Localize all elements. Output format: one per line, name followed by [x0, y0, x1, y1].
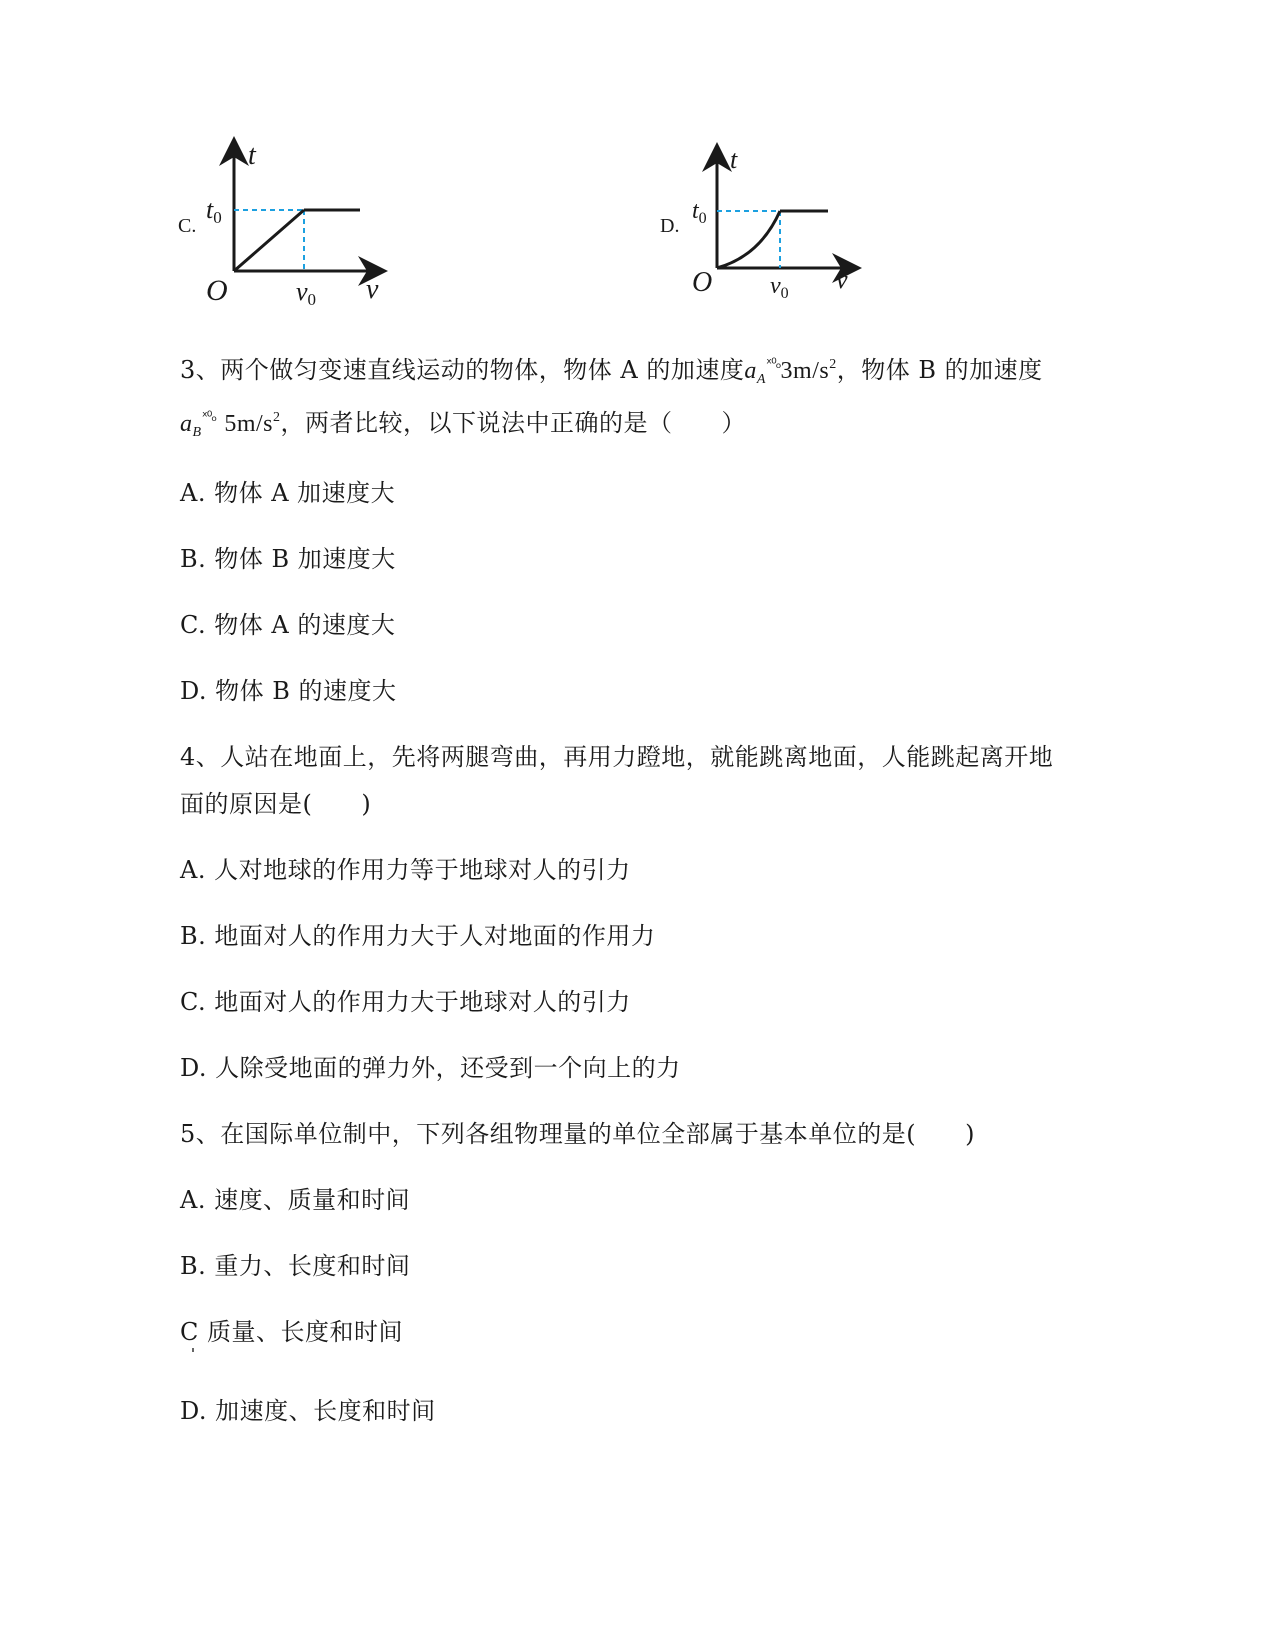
figure-c-graph-line: [234, 210, 304, 271]
question-5-option-a: A. 速度、质量和时间: [180, 1186, 411, 1214]
question-3-option-b: B. 物体 B 加速度大: [180, 545, 396, 573]
question-3-stem-tail: ，物体 B 的加速度: [836, 356, 1043, 384]
question-4-option-b: B. 地面对人的作用力大于人对地面的作用力: [180, 922, 656, 950]
question-4-stem-line-2: 面的原因是( ): [180, 790, 372, 818]
figure-c-v0-label: v0: [296, 277, 317, 309]
question-5-option-c: C 质量、长度和时间: [180, 1318, 403, 1346]
figure-c-option-label: C.: [178, 215, 197, 237]
figure-d-t-axis-label: t: [730, 145, 738, 174]
figure-c-v-axis-label: v: [366, 274, 379, 305]
acceleration-a-relation-mark: ˣ⁰ₒ: [765, 356, 781, 372]
acceleration-b-relation-mark: ˣ⁰ₒ: [201, 409, 217, 425]
question-4-option-a: A. 人对地球的作用力等于地球对人的引力: [180, 856, 631, 884]
acceleration-a-exponent: 2: [829, 357, 837, 372]
figure-d-origin-label: O: [692, 267, 713, 298]
figure-c-t-axis-label: t: [248, 140, 256, 171]
question-3-stem: 3、两个做匀变速直线运动的物体，物体 A 的加速度: [180, 356, 745, 384]
question-3-stem-end: ，两者比较，以下说法中正确的是（ ）: [280, 409, 747, 437]
figure-d-t0-label: $t_0$: [692, 198, 707, 227]
figure-c-t-v-graph: [200, 140, 400, 310]
question-4-stem-line-1: 4、人站在地面上，先将两腿弯曲，再用力蹬地，就能跳离地面，人能跳起离开地: [180, 743, 1054, 771]
acceleration-b-subscript: B: [192, 425, 202, 440]
question-3-option-d: D. 物体 B 的速度大: [180, 677, 397, 705]
acceleration-a-symbol: a: [744, 358, 757, 384]
question-5-option-d: D. 加速度、长度和时间: [180, 1397, 436, 1425]
figure-c-origin-label: O: [206, 274, 228, 307]
acceleration-b-exponent: 2: [273, 410, 281, 425]
figure-d-v-axis-label: v: [836, 265, 848, 294]
figure-d-v0-label: $v_0$: [770, 273, 789, 302]
question-5-option-b: B. 重力、长度和时间: [180, 1252, 411, 1280]
figure-c-t0-label: t0: [206, 195, 222, 227]
question-3-line-2: [180, 403, 746, 441]
question-3-option-c: C. 物体 A 的速度大: [180, 611, 396, 639]
acceleration-a-subscript: A: [756, 372, 766, 387]
figure-d-option-label: D.: [660, 215, 680, 237]
acceleration-a-value: 3m/s: [780, 358, 830, 384]
figure-d-t-v-graph: [688, 145, 868, 303]
question-4-option-d: D. 人除受地面的弹力外，还受到一个向上的力: [180, 1054, 681, 1082]
question-4-option-c: C. 地面对人的作用力大于地球对人的引力: [180, 988, 631, 1016]
question-3-option-a: A. 物体 A 加速度大: [180, 479, 396, 507]
question-3-line-1: [180, 350, 1043, 388]
stray-mark: [192, 1348, 194, 1352]
figure-d-graph-curve: [717, 211, 780, 268]
question-5-stem: 5、在国际单位制中，下列各组物理量的单位全部属于基本单位的是( ): [180, 1120, 975, 1148]
acceleration-b-value: 5m/s: [224, 411, 274, 437]
acceleration-b-symbol: a: [180, 411, 193, 437]
